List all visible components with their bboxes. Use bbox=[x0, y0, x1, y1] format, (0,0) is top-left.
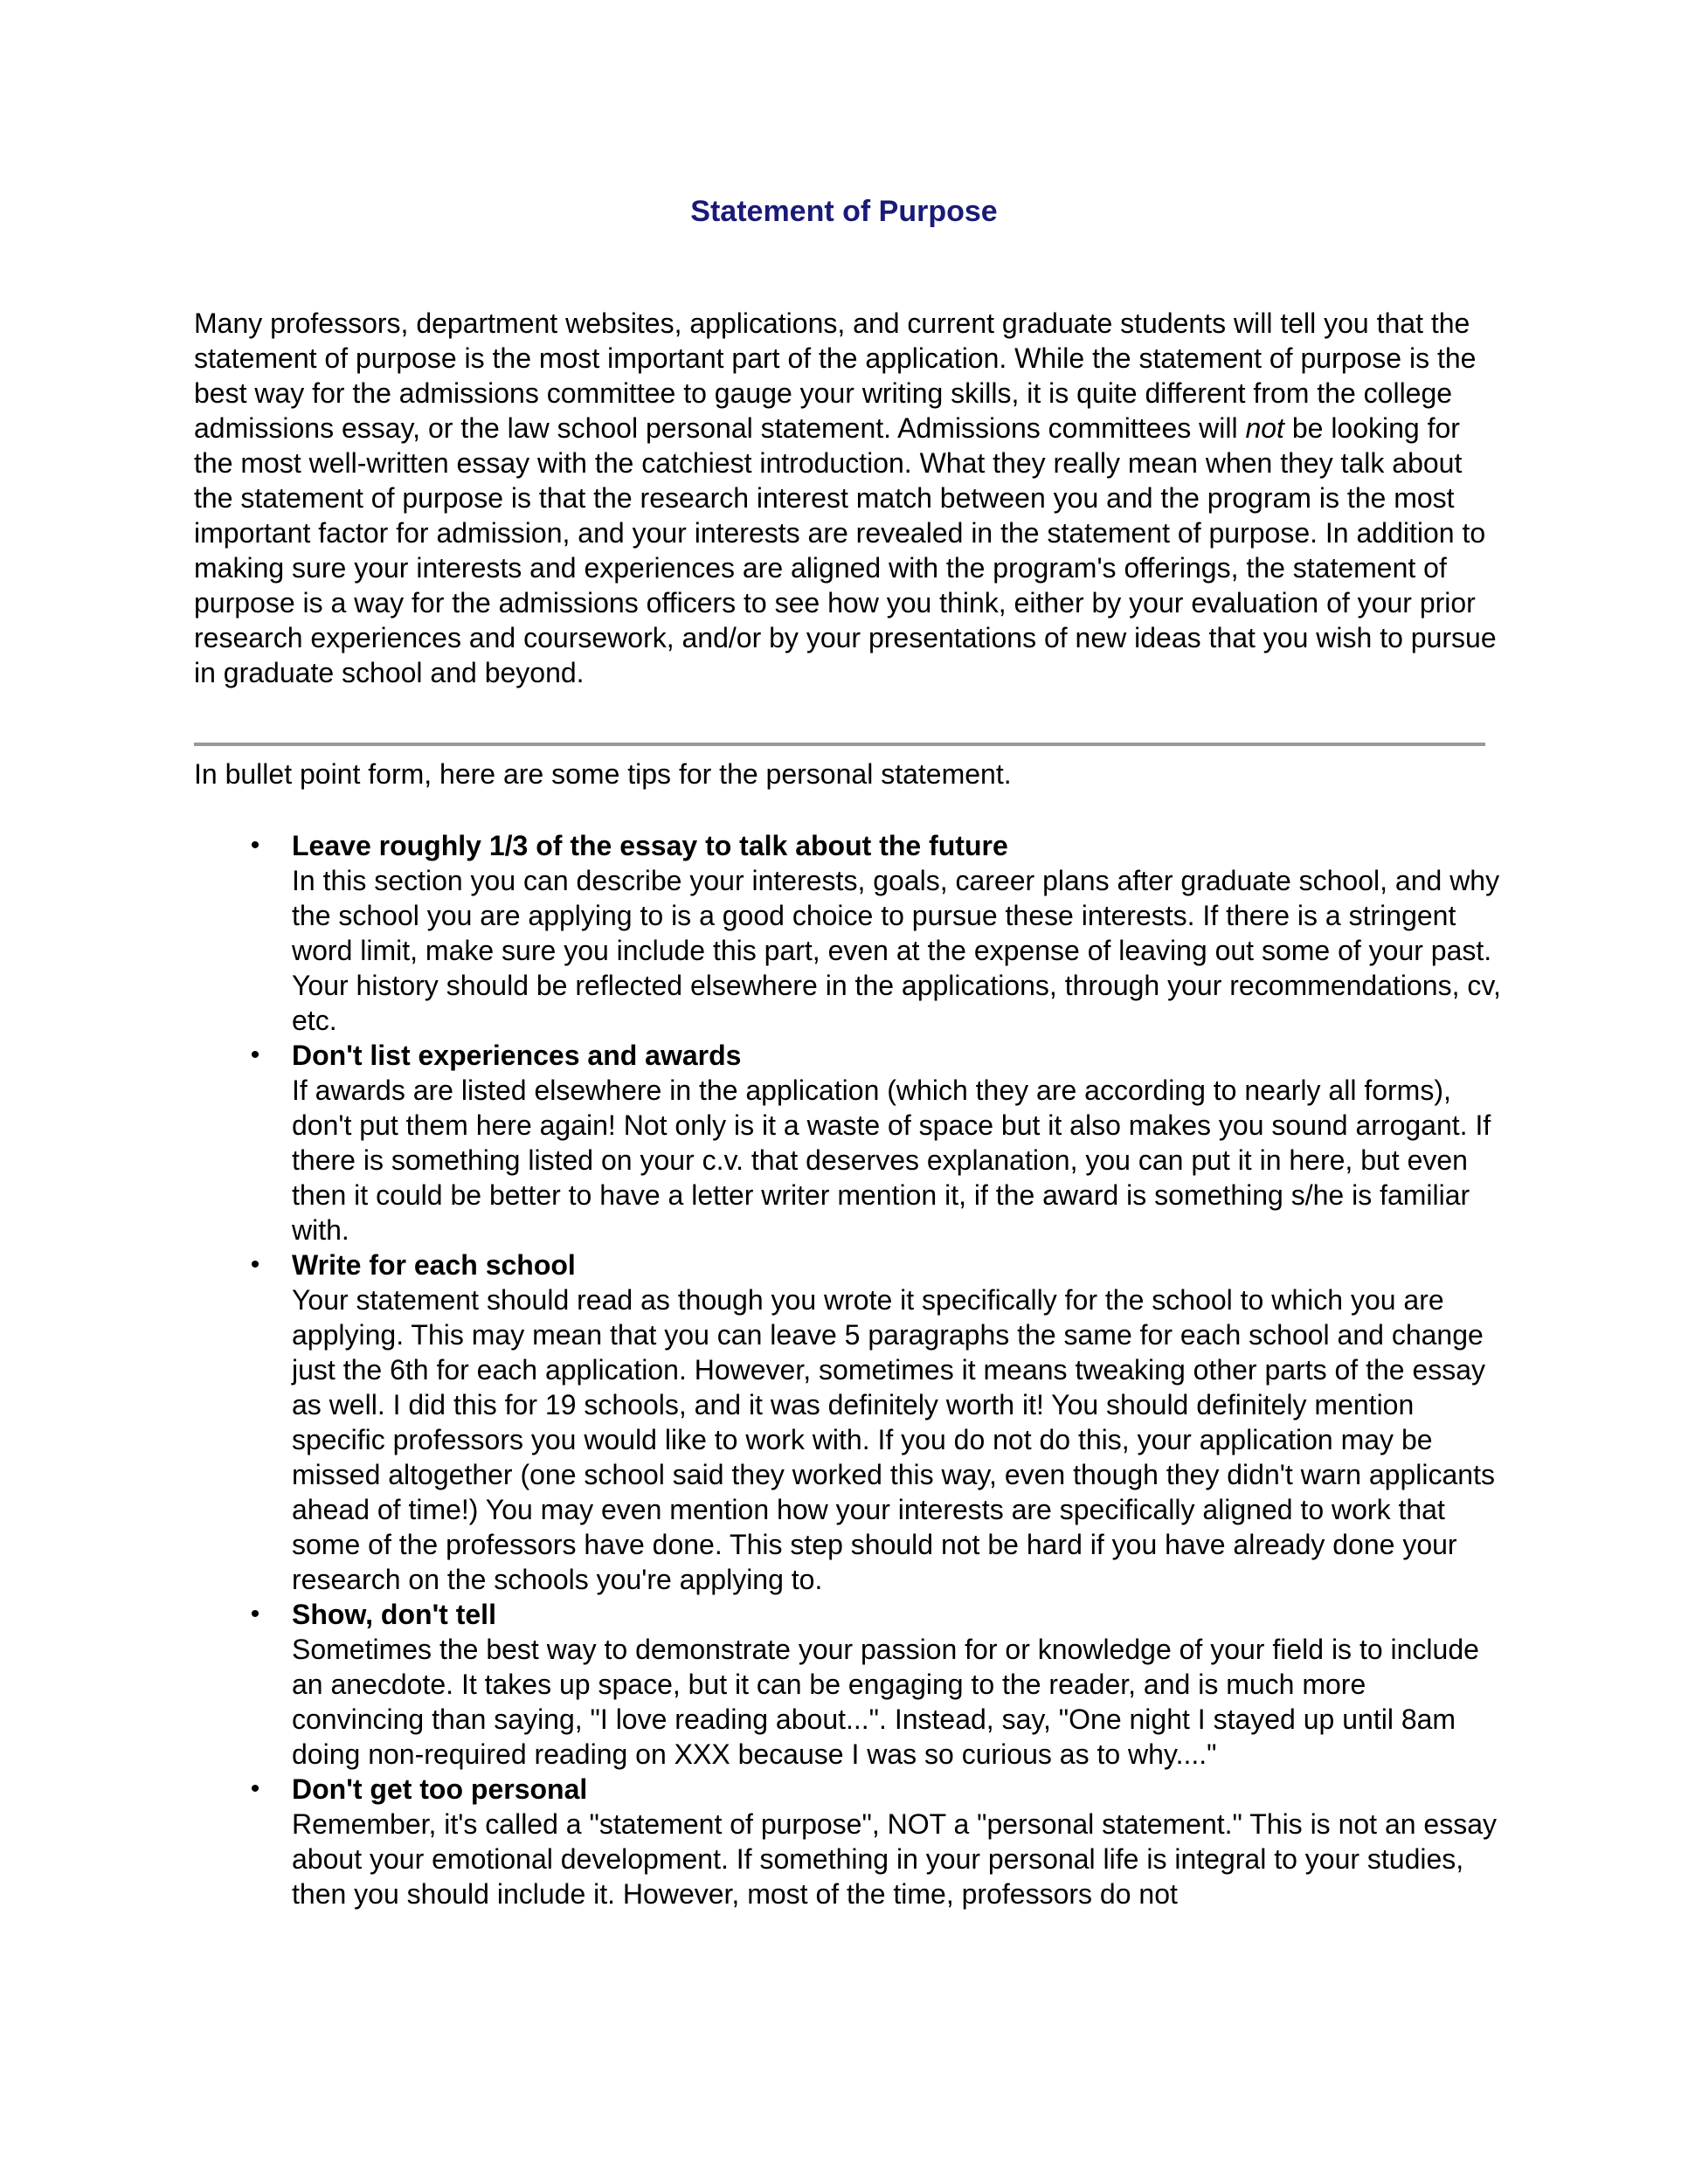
tip-item-each-school bbox=[194, 1248, 1505, 1597]
bullet-icon: • bbox=[250, 1774, 260, 1803]
tip-heading: Write for each school bbox=[292, 1249, 576, 1281]
tip-body: Your statement should read as though you wrote it specifically for the school to which you are applying. This may mean that you can leave 5 paragraphs the same for each school and change just the 6th for each application. However, sometimes it means tweaking other parts of the essay as well. I did this for 19 schools, and it was definitely worth it! You should definitely mention specific professors you would like to work with. If you do not do this, your application may be missed altogether (one school said they worked this way, even though they didn't warn applicants ahead of time!) You may even mention how your interests are specifically aligned to work that some of the professors have done. This step should not be hard if you have already done your research on the schools you're applying to. bbox=[292, 1284, 1495, 1595]
intro-text-part-2: be looking for the most well-written essay with the catchiest introduction. What they really mean when they talk about the statement of purpose is that the research interest match between you and the program is the most important factor for admission, and your interests are revealed in the statement of purpose. In addition to making sure your interests and experiences are aligned with the program's offerings, the statement of purpose is a way for the admissions officers to see how you think, either by your evaluation of your prior research experiences and coursework, and/or by your presentations of new ideas that you wish to pursue in graduate school and beyond. bbox=[194, 412, 1497, 688]
tip-heading: Leave roughly 1/3 of the essay to talk about the future bbox=[292, 830, 1008, 861]
bullet-icon: • bbox=[250, 1250, 260, 1279]
tip-body: If awards are listed elsewhere in the application (which they are according to nearly all forms), don't put them here again! Not only is it a waste of space but it also makes you sound arrogant. If there is something listed on your c.v. that deserves explanation, you can put it in here, but even then it could be better to have a letter writer mention it, if the award is something s/he is familiar with. bbox=[292, 1075, 1491, 1246]
bullet-icon: • bbox=[250, 1600, 260, 1628]
intro-emphasis: not bbox=[1245, 412, 1284, 444]
tip-item-too-personal bbox=[194, 1772, 1505, 1911]
tip-heading: Don't get too personal bbox=[292, 1773, 588, 1805]
tip-item-awards bbox=[194, 1038, 1505, 1248]
tip-body: Remember, it's called a "statement of purpose", NOT a "personal statement." This is not an essay about your emotional development. If something in your personal life is integral to your studies, then you should include it. However, most of the time, professors do not bbox=[292, 1808, 1498, 1910]
tip-body: Sometimes the best way to demonstrate your passion for or knowledge of your field is to include an anecdote. It takes up space, but it can be engaging to the reader, and is much more convincing than saying, "I love reading about...". Instead, say, "One night I stayed up until 8am doing non-required reading on XXX because I was so curious as to why...." bbox=[292, 1634, 1479, 1770]
horizontal-divider bbox=[194, 743, 1485, 746]
intro-text-part-1: Many professors, department websites, applications, and current graduate students will tell you that the statement of purpose is the most important part of the application. While the statement of purpose is the best way for the admissions committee to gauge your writing skills, it is quite different from the college admissions essay, or the law school personal statement. Admissions committees will bbox=[194, 308, 1477, 444]
tips-lead-sentence: In bullet point form, here are some tips for the personal statement. bbox=[194, 758, 1012, 790]
tip-body: In this section you can describe your interests, goals, career plans after graduate school, and why the school you are applying to is a good choice to pursue these interests. If there is a stringent word limit, make sure you include this part, even at the expense of leaving out some of your past. Your history should be reflected elsewhere in the applications, through your recommendations, cv, etc. bbox=[292, 865, 1501, 1036]
intro-paragraph bbox=[194, 306, 1506, 690]
tip-item-future bbox=[194, 828, 1505, 1038]
tip-heading: Show, don't tell bbox=[292, 1599, 496, 1630]
tips-list bbox=[194, 828, 1505, 1911]
tip-heading: Don't list experiences and awards bbox=[292, 1040, 742, 1071]
bullet-icon: • bbox=[250, 1040, 260, 1069]
page-title: Statement of Purpose bbox=[690, 195, 998, 228]
tip-item-show-dont-tell bbox=[194, 1597, 1505, 1772]
bullet-icon: • bbox=[250, 831, 260, 860]
